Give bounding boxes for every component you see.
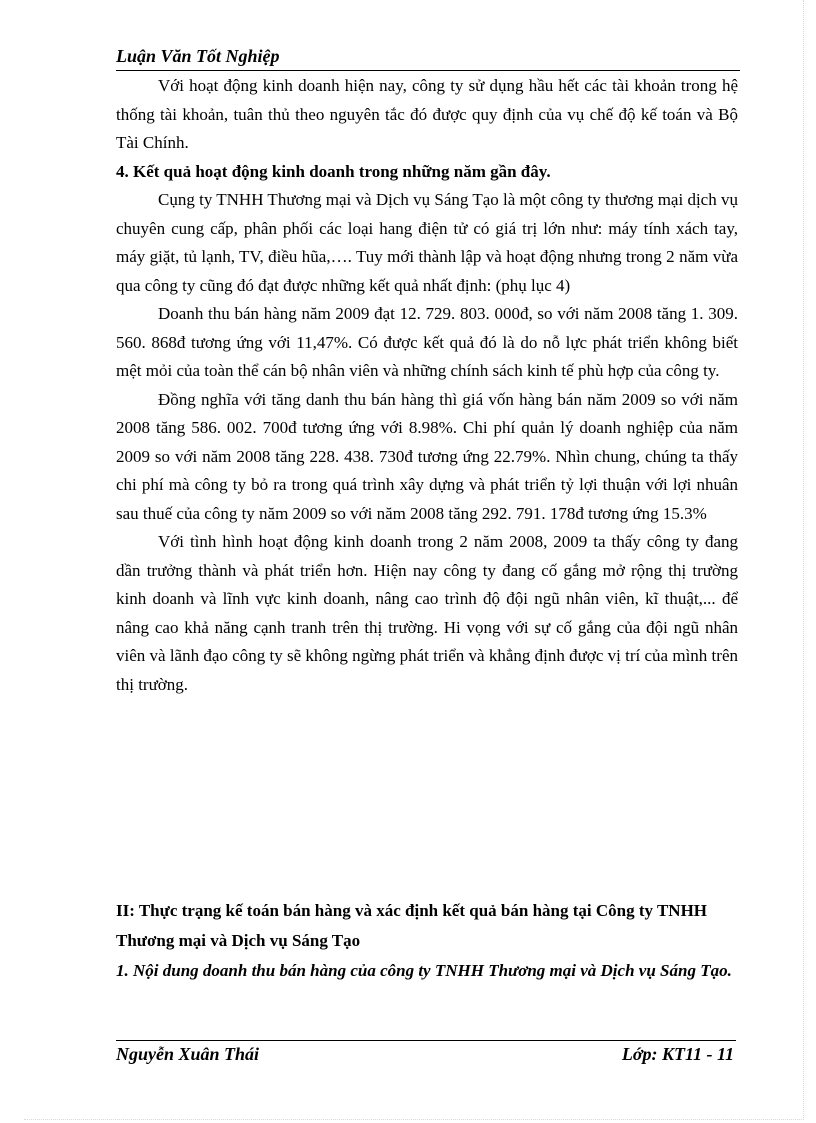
section-2-subtitle: 1. Nội dung doanh thu bán hàng của công ty TNHH Thương mại và Dịch vụ Sáng Tạo. [116, 961, 732, 980]
page-header [116, 46, 740, 71]
header-title: Luận Văn Tốt Nghiệp [116, 46, 280, 66]
paragraph-costs: Đồng nghĩa với tăng danh thu bán hàng thì giá vốn hàng bán năm 2009 so với năm 2008 tăng 586. 002. 700đ tương ứng với 8.98%. Chi phí quản lý doanh nghiệp của năm 2009 so với năm 2008 tăng 228. 438. 730đ tương ứng 22.79%. Nhìn chung, chúng ta thấy chi phí mà công ty bỏ ra trong quá trình xây dựng và phát triển tỷ lợi thuận với lợi nhuân sau thuế của công ty năm 2009 so với năm 2008 tăng 292. 791. 178đ tương ứng 15.3% [116, 389, 738, 523]
section-heading-4: 4. Kết quả hoạt động kinh doanh trong những năm gần đây. [116, 161, 551, 181]
footer-author: Nguyễn Xuân Thái [116, 1044, 260, 1064]
page-edge-right [803, 0, 804, 1120]
paragraph-company-intro: Cụng ty TNHH Thương mại và Dịch vụ Sáng Tạo là một công ty thương mại dịch vụ chuyên cung cấp, phân phối các loại hang điện tử có giá trị lớn như: máy tính xách tay, máy giặt, tủ lạnh, TV, điều hũa,…. Tuy mới thành lập và hoạt động nhưng trong 2 năm vừa qua công ty cũng đó đạt được những kết quả nhất định: (phụ lục 4) [116, 190, 738, 295]
footer-class: Lớp: KT11 - 11 [621, 1044, 734, 1064]
paragraph-revenue: Doanh thu bán hàng năm 2009 đạt 12. 729. 803. 000đ, so với năm 2008 tăng 1. 309. 560. 868đ tương ứng với 11,47%. Có được kết quả đó là do nỗ lực phát triển không biết mệt mỏi của toàn thể cán bộ nhân viên và những chính sách kinh tế phù hợp của công ty. [116, 304, 738, 380]
section-2-title: II: Thực trạng kế toán bán hàng và xác định kết quả bán hàng tại Công ty TNHH Thương mại và Dịch vụ Sáng Tạo [116, 901, 708, 950]
page-edge-bottom [24, 1119, 804, 1120]
page-footer [116, 1040, 736, 1071]
document-body [116, 72, 738, 699]
paragraph-outlook: Với tình hình hoạt động kinh doanh trong 2 năm 2008, 2009 ta thấy công ty đang dần trưởng thành và phát triển hơn. Hiện nay công ty đang cố gắng mở rộng thị trường kinh doanh và lĩnh vực kinh doanh, nâng cao trình độ đội ngũ nhân viên, kĩ thuật,... để nâng cao khả năng cạnh tranh trên thị trường. Hi vọng với sự cố gắng của đội ngũ nhân viên và lãnh đạo công ty sẽ không ngừng phát triển và khẳng định được vị trí của mình trên thị trường. [116, 532, 738, 694]
paragraph-accounts: Với hoạt động kinh doanh hiện nay, công ty sử dụng hầu hết các tài khoản trong hệ thống tài khoản, tuân thủ theo nguyên tắc đó được quy định của vụ chế độ kế toán và Bộ Tài Chính. [116, 76, 738, 152]
section-2 [116, 896, 738, 986]
